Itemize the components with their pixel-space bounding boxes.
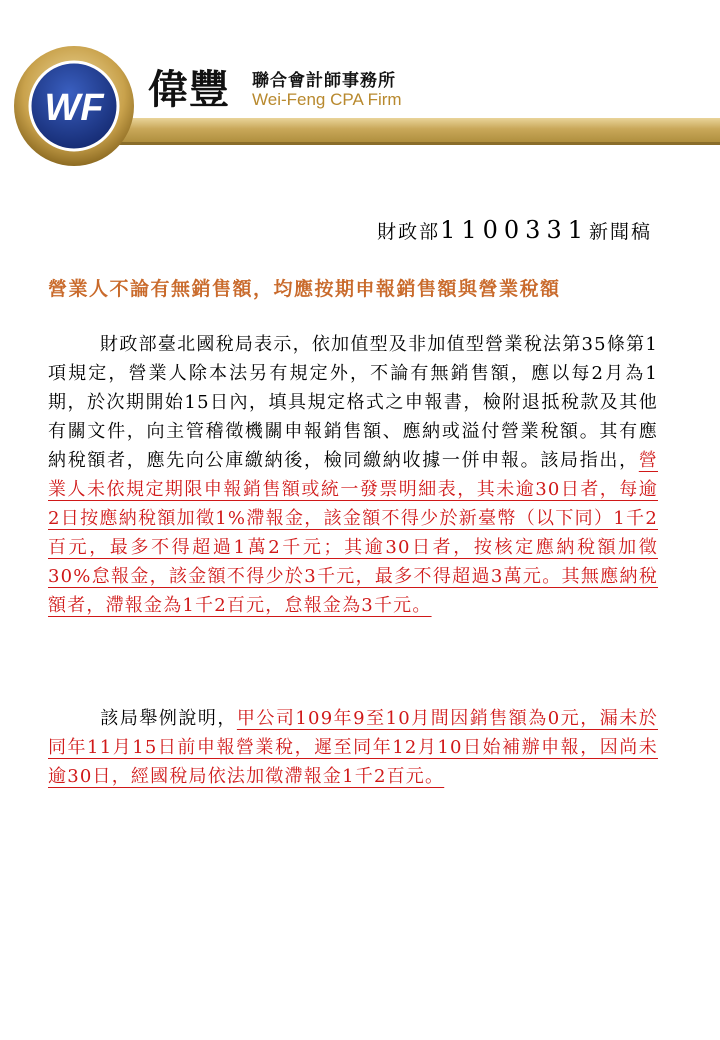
headline: 營業人不論有無銷售額，均應按期申報銷售額與營業稅額 xyxy=(48,278,561,300)
paragraph-1-highlight: 營業人未依規定期限申報銷售額或統一發票明細表，其未逾30日者，每逾2日按應納稅額加徵1%滯報金，該金額不得少於新臺幣（以下同）1千2百元，最多不得超過1萬2千元；其逾30日者，按核定應納稅額加徵30%怠報金，該金額不得少於3千元，最多不得超過3萬元。其無應納稅額者，滯報金為1千2百元，怠報金為3千元。 xyxy=(48,450,658,616)
paragraph-2-text: 該局舉例說明， xyxy=(100,708,237,729)
press-release-prefix: 財政部 xyxy=(377,221,441,243)
logo-text: WF xyxy=(44,87,104,129)
press-release-suffix: 新聞稿 xyxy=(588,221,652,243)
paragraph-2-highlight: 甲公司109年9至10月間因銷售額為0元，漏未於同年11月15日前申報營業稅，遲至同年12月10日始補辦申報，因尚未逾30日，經國稅局依法加徵滯報金1千2百元。 xyxy=(48,708,658,787)
press-release-number xyxy=(377,216,652,244)
letterhead xyxy=(0,0,720,200)
letterhead-gold-band xyxy=(60,118,720,142)
press-release-num: 1100331 xyxy=(440,216,589,244)
firm-name-cn-sub: 聯合會計師事務所 xyxy=(252,71,396,91)
letterhead-band-shadow xyxy=(60,142,720,145)
firm-name-en: Wei-Feng CPA Firm xyxy=(252,90,402,109)
firm-name-cn: 偉豐 xyxy=(148,67,230,113)
paragraph-1-text: 財政部臺北國稅局表示，依加值型及非加值型營業稅法第35條第1項規定，營業人除本法另有規定外，不論有無銷售額，應以每2月為1期，於次期開始15日內，填具規定格式之申報書，檢附退抵稅款及其他有關文件，向主管稽徵機關申報銷售額、應納或溢付營業稅額。其有應納稅額者，應先向公庫繳納後，檢同繳納收據一併申報。該局指出， xyxy=(48,334,658,471)
paragraph-2 xyxy=(48,704,658,791)
paragraph-1 xyxy=(48,330,658,620)
wf-logo-icon xyxy=(12,44,136,168)
